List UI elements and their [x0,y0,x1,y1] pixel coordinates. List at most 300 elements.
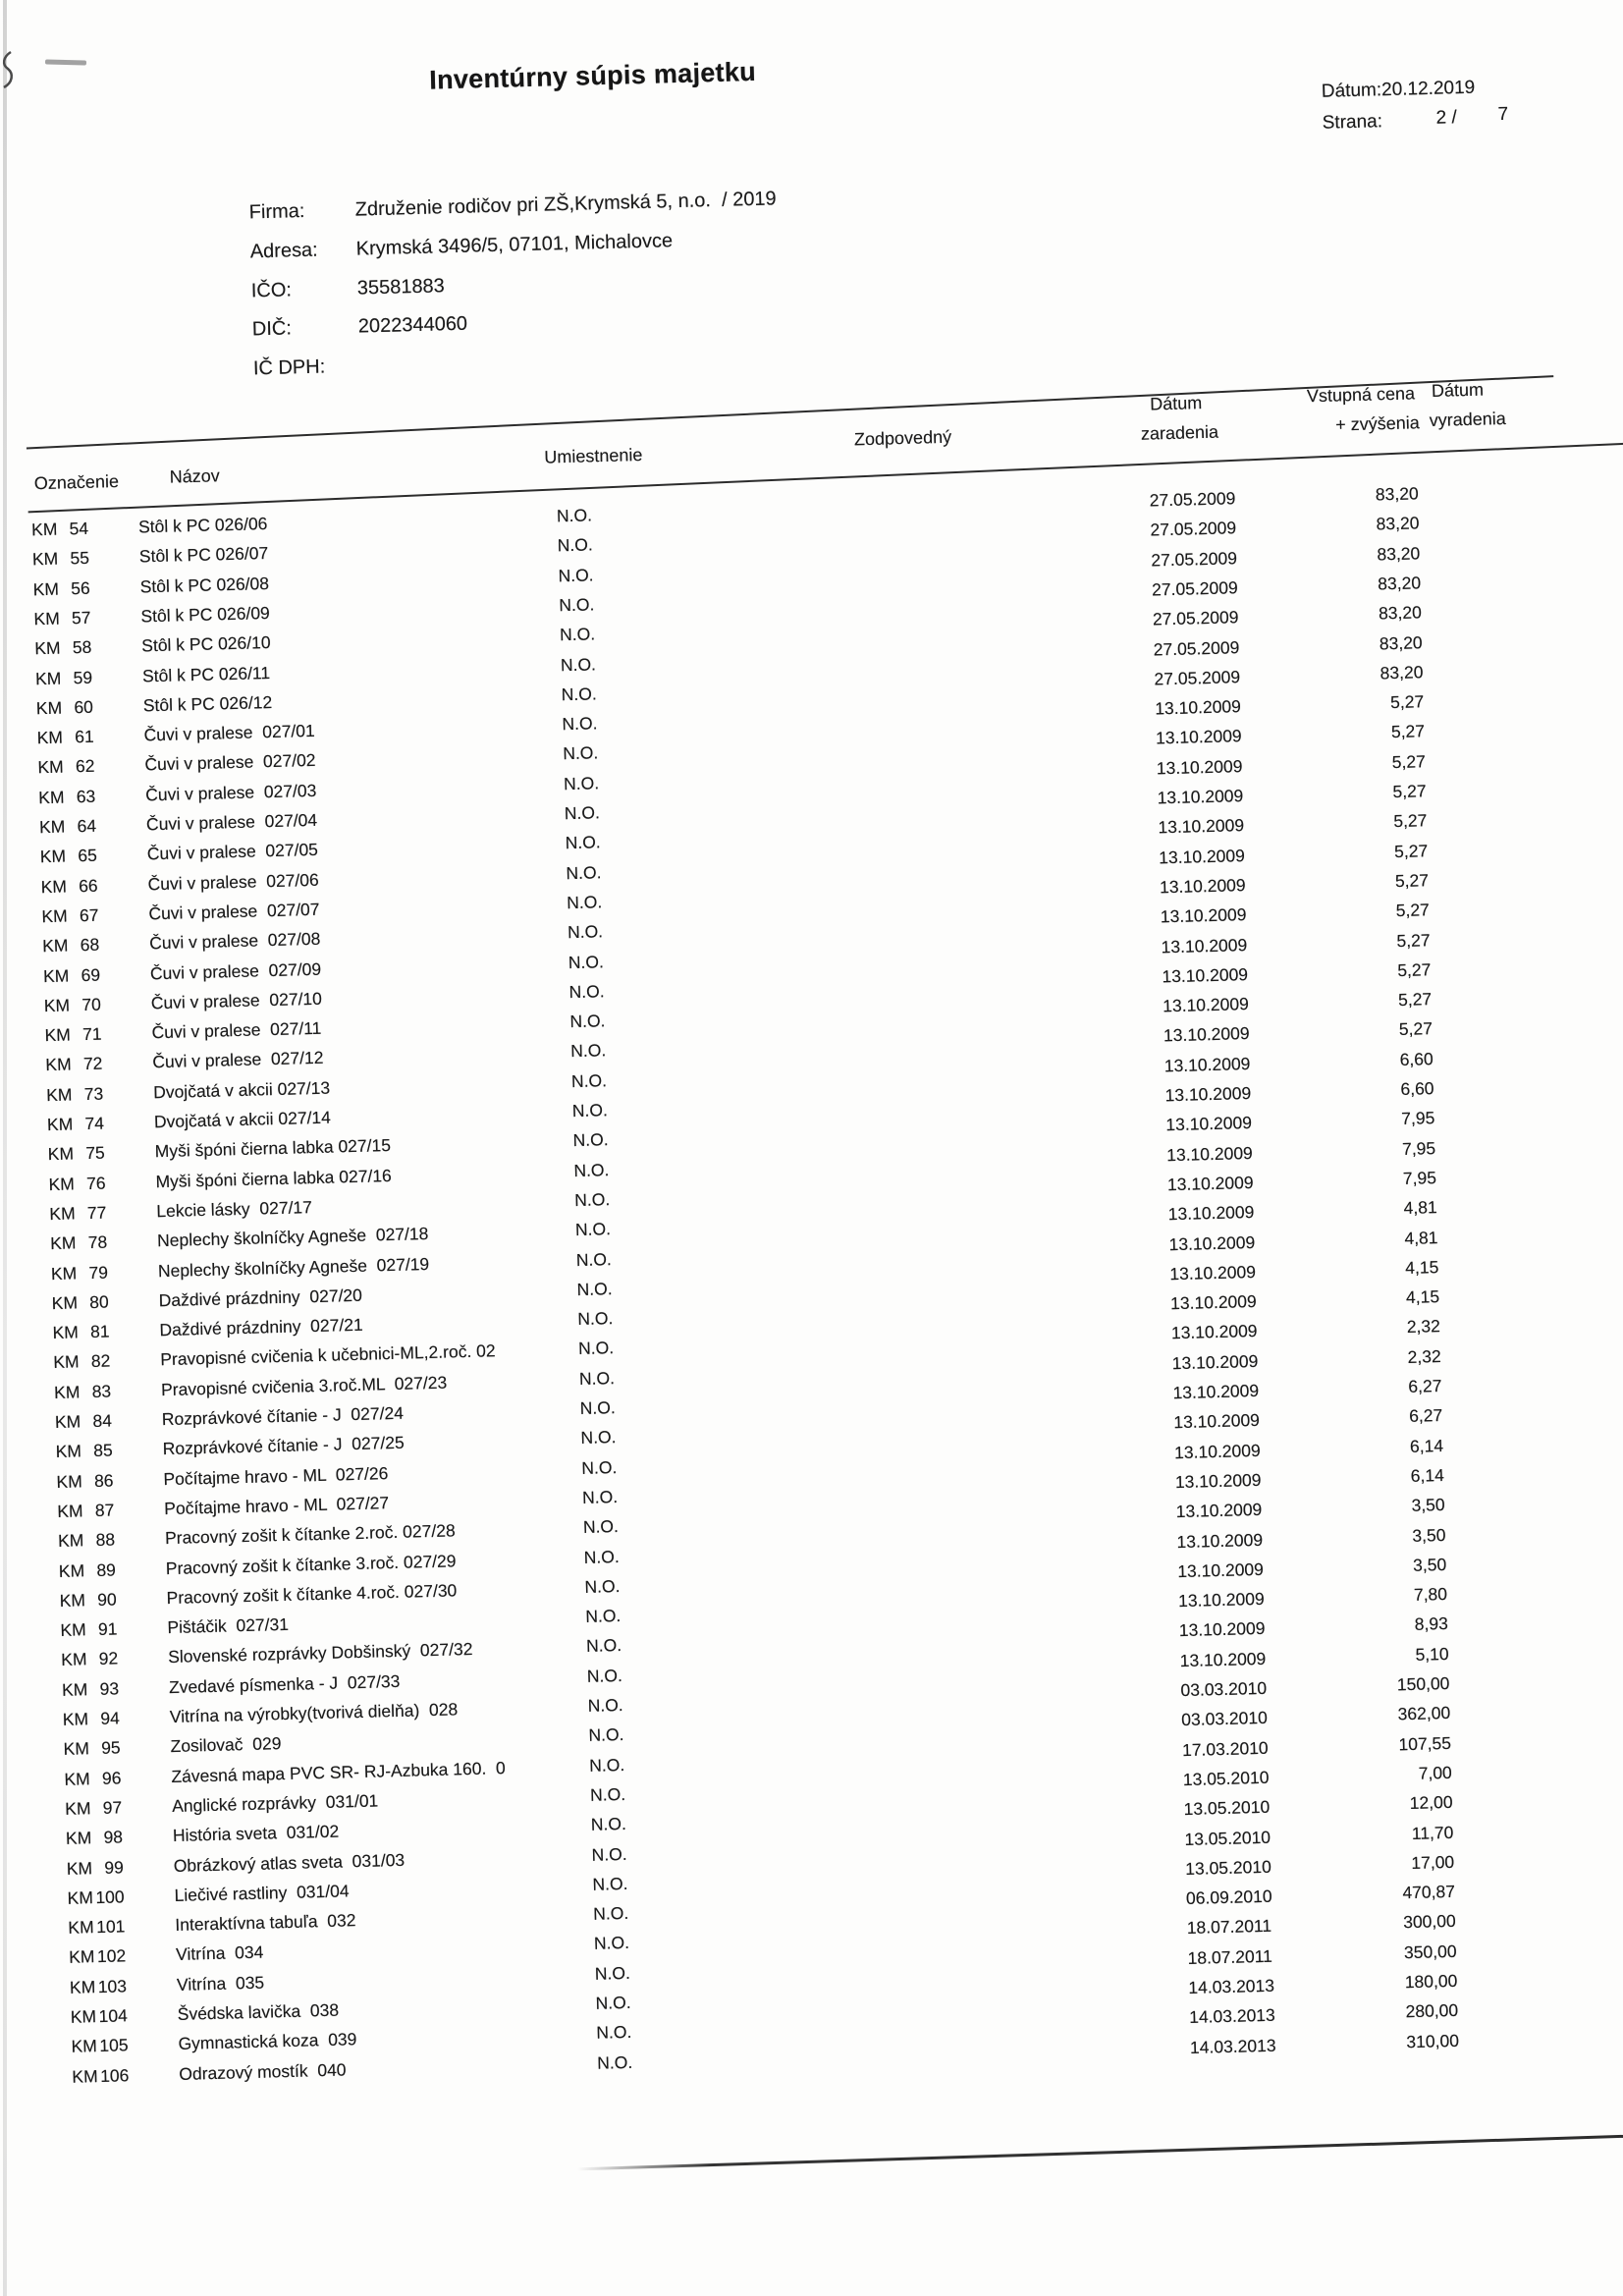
row-designation-number: 105 [99,2035,129,2056]
row-entry-price: 83,20 [1379,631,1423,653]
row-date-added: 18.07.2011 [1187,1945,1273,1968]
row-designation-code: KM [40,876,68,897]
row-designation-number: 88 [95,1529,116,1551]
row-location: N.O. [592,1873,628,1894]
row-item-name: Počítajme hravo - ML 027/27 [164,1493,390,1519]
row-item-name: Čuvi v pralese 027/06 [147,869,319,894]
row-entry-price: 83,20 [1375,483,1419,505]
row-entry-price: 280,00 [1405,2000,1459,2022]
row-designation-number: 87 [94,1500,115,1520]
row-date-added: 13.10.2009 [1162,994,1250,1016]
row-entry-price: 6,27 [1408,1405,1443,1427]
row-date-added: 13.05.2010 [1184,1827,1271,1849]
row-item-name: Odrazový mostík 040 [179,2059,347,2084]
row-date-added: 13.05.2010 [1184,1856,1272,1879]
row-designation-number: 80 [89,1291,109,1312]
row-designation-number: 76 [85,1173,106,1193]
row-designation-code: KM [68,1917,94,1938]
row-date-added: 27.05.2009 [1153,636,1240,659]
row-item-name: Zvedavé písmenka - J 027/33 [168,1670,401,1697]
row-item-name: Počítajme hravo - ML 027/26 [163,1462,389,1489]
row-designation-code: KM [53,1351,80,1373]
row-date-added: 13.10.2009 [1178,1618,1266,1641]
col-header-date-in-line1: Dátum [1149,393,1203,414]
row-date-added: 13.10.2009 [1167,1202,1255,1225]
row-entry-price: 83,20 [1378,602,1423,624]
row-designation-number: 66 [78,875,98,896]
row-designation-number: 91 [97,1618,118,1640]
row-designation-number: 85 [92,1440,113,1461]
row-designation-number: 92 [98,1648,119,1669]
row-designation-number: 95 [100,1737,121,1759]
row-location: N.O. [591,1843,627,1865]
row-date-added: 13.10.2009 [1179,1648,1267,1670]
row-date-added: 13.10.2009 [1177,1558,1265,1581]
row-designation-number: 69 [81,964,101,985]
col-header-designation: Označenie [33,471,120,494]
row-designation-code: KM [31,548,59,570]
row-entry-price: 4,81 [1403,1197,1437,1219]
row-date-added: 27.05.2009 [1154,666,1241,689]
row-designation-number: 75 [85,1142,106,1164]
col-header-price-line2: + zvýšenia [1334,412,1421,435]
row-location: N.O. [576,1278,613,1299]
row-date-added: 13.10.2009 [1162,963,1249,987]
row-designation-code: KM [59,1590,86,1611]
row-item-name: Pravopisné cvičenia 3.roč.ML 027/23 [160,1372,448,1399]
row-designation-code: KM [34,668,62,688]
row-location: N.O. [572,1129,609,1151]
row-location: N.O. [569,1011,606,1032]
row-designation-code: KM [30,519,58,540]
row-entry-price: 6,27 [1408,1376,1442,1396]
row-location: N.O. [579,1397,616,1419]
row-date-added: 13.10.2009 [1174,1469,1262,1493]
row-entry-price: 11,70 [1411,1822,1454,1843]
row-entry-price: 5,27 [1389,691,1425,713]
row-location: N.O. [559,594,595,616]
row-designation-code: KM [46,1114,74,1135]
row-entry-price: 5,27 [1395,900,1431,921]
company-field-value: 2022344060 [357,312,468,338]
row-designation-code: KM [47,1143,75,1165]
row-location: N.O. [592,1903,629,1924]
row-date-added: 14.03.2013 [1189,2035,1276,2057]
row-item-name: Čuvi v pralese 027/11 [151,1017,322,1043]
row-entry-price: 5,27 [1394,870,1430,891]
row-date-added: 13.10.2009 [1166,1172,1254,1195]
row-date-added: 13.10.2009 [1155,696,1242,719]
row-date-added: 27.05.2009 [1150,518,1237,540]
row-location: N.O. [566,861,602,883]
row-entry-price: 5,27 [1390,721,1426,742]
row-designation-number: 94 [100,1708,121,1728]
row-entry-price: 3,50 [1412,1524,1446,1546]
row-item-name: Stôl k PC 026/07 [138,543,269,567]
row-designation-number: 84 [92,1410,113,1432]
row-location: N.O. [557,534,593,556]
row-designation-number: 71 [81,1023,102,1045]
meta-date-label: Dátum: [1321,80,1382,102]
row-item-name: Vitrína 035 [176,1972,265,1995]
row-entry-price: 4,15 [1405,1286,1440,1308]
row-designation-number: 106 [99,2064,130,2086]
row-entry-price: 5,27 [1392,781,1427,802]
company-field-value: Krymská 3496/5, 07101, Michalovce [355,230,674,260]
row-item-name: Anglické rozprávky 031/01 [171,1790,379,1816]
row-entry-price: 5,27 [1391,750,1427,772]
row-designation-code: KM [56,1470,83,1492]
row-date-added: 13.10.2009 [1157,786,1244,808]
company-field-label: DIČ: [251,317,293,341]
col-header-location: Umiestnenie [544,445,643,467]
row-date-added: 13.10.2009 [1173,1410,1261,1433]
row-entry-price: 4,81 [1404,1227,1438,1248]
row-item-name: Neplechy školníčky Agneše 027/18 [156,1224,429,1251]
row-item-name: Čuvi v pralese 027/03 [144,780,317,805]
row-location: N.O. [589,1783,626,1805]
row-designation-code: KM [57,1530,84,1552]
row-item-name: Stôl k PC 026/06 [137,514,268,537]
row-item-name: Lekcie lásky 027/17 [156,1196,313,1222]
row-date-added: 13.10.2009 [1155,726,1242,748]
row-location: N.O. [582,1516,620,1538]
row-designation-code: KM [64,1768,90,1789]
row-entry-price: 3,50 [1412,1554,1447,1575]
row-location: N.O. [596,2051,633,2073]
meta-date [1322,78,1476,103]
row-item-name: Stôl k PC 026/10 [141,632,271,656]
row-designation-number: 63 [76,786,96,806]
row-item-name: Daždivé prázdniny 027/21 [159,1314,363,1340]
row-item-name: Čuvi v pralese 027/10 [150,988,323,1013]
row-date-added: 13.10.2009 [1163,1053,1251,1076]
scan-edge-strip [3,0,7,2296]
row-designation-number: 98 [103,1827,124,1848]
row-location: N.O. [563,772,600,793]
row-designation-code: KM [66,1857,93,1879]
row-location: N.O. [570,1069,608,1091]
row-entry-price: 3,50 [1411,1495,1445,1516]
row-entry-price: 2,32 [1406,1316,1441,1338]
row-item-name: Gymnastická koza 039 [178,2029,357,2054]
row-designation-number: 61 [74,726,94,747]
row-date-added: 13.10.2009 [1169,1261,1257,1285]
row-designation-code: KM [38,816,66,838]
row-date-added: 27.05.2009 [1152,607,1239,629]
row-entry-price: 7,00 [1418,1762,1453,1783]
row-location: N.O. [575,1248,613,1270]
row-designation-code: KM [38,787,65,807]
row-entry-price: 83,20 [1380,662,1424,683]
col-header-price-line1: Vstupná cena [1306,383,1416,407]
row-designation-code: KM [67,1886,94,1908]
row-item-name: Čuvi v pralese 027/01 [143,720,315,745]
row-location: N.O. [588,1724,624,1746]
row-designation-number: 56 [70,577,90,598]
row-date-added: 13.10.2009 [1168,1231,1256,1254]
row-item-name: Slovenské rozprávky Dobšinský 027/32 [167,1639,473,1667]
row-designation-code: KM [58,1559,85,1581]
row-date-added: 13.10.2009 [1170,1321,1258,1343]
row-designation-code: KM [50,1262,78,1284]
row-item-name: Pracovný zošit k čítanke 4.roč. 027/30 [166,1580,458,1608]
col-header-date-out-line1: Dátum [1431,379,1485,401]
row-entry-price: 5,27 [1398,1018,1434,1040]
row-designation-number: 96 [101,1767,122,1788]
row-designation-code: KM [35,697,63,719]
page-title: Inventúrny súpis majetku [428,56,757,95]
row-entry-price: 7,95 [1401,1137,1436,1159]
company-field-label: Adresa: [249,239,319,263]
row-item-name: Stôl k PC 026/11 [141,662,271,685]
row-entry-price: 4,15 [1404,1256,1439,1278]
row-location: N.O. [594,1962,631,1984]
row-item-name: Daždivé prázdniny 027/20 [158,1285,363,1311]
row-entry-price: 150,00 [1396,1672,1450,1695]
row-location: N.O. [566,892,603,913]
row-date-added: 13.10.2009 [1156,755,1243,779]
row-designation-number: 101 [95,1916,126,1938]
row-entry-price: 6,60 [1399,1048,1434,1069]
company-field-value: 35581883 [356,275,446,300]
row-item-name: Stôl k PC 026/12 [142,691,273,716]
row-date-added: 13.10.2009 [1165,1113,1253,1135]
row-date-added: 13.10.2009 [1158,845,1246,867]
row-designation-number: 79 [88,1262,109,1283]
row-item-name: Vitrína na výrobky(tvorivá dielňa) 028 [169,1699,459,1727]
row-item-name: Čuvi v pralese 027/12 [152,1048,324,1072]
col-header-name: Názov [169,465,221,487]
row-entry-price: 12,00 [1409,1792,1453,1814]
row-date-added: 13.10.2009 [1164,1083,1252,1106]
row-item-name: Pracovný zošit k čítanke 2.roč. 027/28 [164,1520,456,1549]
row-date-added: 27.05.2009 [1149,488,1236,511]
row-date-added: 13.10.2009 [1172,1380,1260,1403]
row-designation-code: KM [43,995,71,1015]
row-date-added: 13.10.2009 [1171,1350,1259,1373]
table-bottom-rule [577,2133,1623,2170]
row-location: N.O. [580,1427,617,1449]
row-designation-code: KM [45,1084,73,1105]
row-item-name: Stôl k PC 026/08 [139,573,270,597]
row-location: N.O. [587,1694,623,1716]
row-designation-number: 78 [87,1231,108,1253]
row-entry-price: 5,10 [1415,1643,1449,1665]
row-designation-code: KM [49,1203,76,1224]
row-location: N.O. [588,1754,625,1776]
row-item-name: Čuvi v pralese 027/08 [148,928,321,954]
row-designation-number: 55 [70,548,90,569]
row-item-name: Zosilovač 029 [170,1733,282,1757]
row-location: N.O. [568,951,605,972]
row-designation-code: KM [53,1382,81,1402]
row-designation-code: KM [39,846,67,867]
row-location: N.O. [577,1338,615,1359]
row-date-added: 03.03.2010 [1180,1708,1269,1730]
col-header-date-in-line2: zaradenia [1140,421,1219,444]
row-date-added: 13.10.2009 [1158,815,1245,838]
row-item-name: Pištáčik 027/31 [167,1613,290,1638]
row-location: N.O. [596,2022,632,2044]
row-location: N.O. [584,1575,621,1597]
row-item-name: Neplechy školníčky Agneše 027/19 [157,1253,430,1281]
row-location: N.O. [590,1814,627,1835]
row-designation-code: KM [51,1292,79,1313]
row-designation-number: 58 [72,636,92,658]
col-header-date-out-line2: vyradenia [1429,409,1506,431]
row-item-name: Čuvi v pralese 027/02 [144,750,316,775]
row-designation-number: 90 [96,1589,117,1610]
row-item-name: História sveta 031/02 [172,1821,340,1846]
company-field-label: Firma: [248,199,305,224]
row-date-added: 27.05.2009 [1151,547,1238,571]
row-designation-code: KM [37,756,64,778]
row-designation-number: 77 [86,1202,107,1223]
row-item-name: Vitrína 034 [175,1942,264,1965]
row-designation-number: 93 [99,1678,120,1699]
row-designation-code: KM [49,1232,77,1254]
row-entry-price: 107,55 [1398,1732,1452,1754]
row-designation-number: 72 [82,1054,103,1074]
row-item-name: Čuvi v pralese 027/09 [149,958,322,983]
row-location: N.O. [560,653,597,675]
row-designation-code: KM [61,1649,87,1670]
row-entry-price: 7,95 [1402,1168,1437,1188]
row-item-name: Obrázkový atlas sveta 031/03 [173,1849,406,1876]
row-designation-number: 60 [74,696,94,718]
row-designation-number: 73 [83,1083,104,1104]
row-entry-price: 6,14 [1410,1464,1445,1486]
row-entry-price: 362,00 [1397,1703,1451,1724]
row-designation-code: KM [61,1678,88,1700]
row-designation-code: KM [63,1738,90,1760]
row-designation-code: KM [45,1054,72,1075]
row-location: N.O. [573,1189,611,1210]
row-date-added: 27.05.2009 [1151,577,1238,600]
row-designation-number: 89 [96,1558,117,1580]
row-designation-code: KM [60,1619,86,1641]
row-location: N.O. [581,1456,618,1478]
row-item-name: Pravopisné cvičenia k učebnici-ML,2.roč. 02 [160,1340,496,1370]
row-location: N.O. [556,505,593,526]
row-designation-number: 59 [73,667,93,687]
row-entry-price: 7,95 [1400,1108,1435,1129]
row-entry-price: 5,27 [1397,958,1432,980]
row-date-added: 13.05.2010 [1183,1796,1271,1820]
row-designation-code: KM [48,1174,76,1194]
row-location: N.O. [571,1100,609,1121]
row-location: N.O. [593,1933,630,1954]
row-entry-price: 17,00 [1411,1851,1455,1873]
row-designation-number: 62 [75,756,95,777]
row-location: N.O. [562,713,598,735]
row-item-name: Čuvi v pralese 027/05 [146,840,319,864]
row-designation-number: 82 [90,1350,111,1372]
row-entry-price: 83,20 [1376,513,1420,534]
row-date-added: 13.10.2009 [1161,934,1248,957]
row-location: N.O. [581,1486,619,1507]
row-date-added: 13.10.2009 [1175,1500,1263,1522]
row-designation-code: KM [62,1709,89,1729]
row-entry-price: 180,00 [1404,1970,1458,1993]
row-date-added: 13.10.2009 [1177,1588,1265,1612]
row-designation-code: KM [44,1024,72,1046]
row-designation-number: 86 [93,1470,114,1491]
row-date-added: 14.03.2013 [1188,1975,1275,1998]
row-date-added: 06.09.2010 [1185,1886,1272,1909]
row-designation-code: KM [72,2065,98,2087]
row-location: N.O. [565,832,601,853]
row-designation-number: 65 [78,846,98,866]
row-location: N.O. [577,1308,614,1330]
row-item-name: Interaktívna tabuľa 032 [175,1910,356,1936]
row-designation-code: KM [33,608,61,629]
row-item-name: Čuvi v pralese 027/07 [148,899,320,924]
company-field-value: Združenie rodičov pri ZŠ,Krymská 5, n.o. / 2019 [354,188,777,221]
row-designation-code: KM [54,1411,81,1433]
row-designation-number: 97 [102,1797,123,1818]
row-location: N.O. [583,1546,620,1567]
row-designation-number: 83 [91,1381,112,1401]
row-entry-price: 83,20 [1377,542,1421,565]
row-designation-number: 74 [84,1113,105,1134]
row-designation-code: KM [52,1322,80,1343]
row-designation-code: KM [41,935,69,957]
row-date-added: 13.10.2009 [1160,904,1247,927]
row-designation-number: 104 [98,2005,129,2027]
row-item-name: Čuvi v pralese 027/04 [145,809,318,835]
row-location: N.O. [586,1665,623,1686]
row-date-added: 13.10.2009 [1165,1142,1254,1165]
row-entry-price: 5,27 [1393,810,1428,832]
row-entry-price: 5,27 [1396,929,1431,951]
row-item-name: Závesná mapa PVC SR- RJ-Azbuka 160. 0 [171,1757,506,1786]
row-location: N.O. [561,683,597,705]
row-location: N.O. [574,1219,612,1240]
row-designation-code: KM [57,1501,83,1521]
row-item-name: Švédska lavička 038 [177,1999,340,2024]
row-item-name: Myši špóni čierna labka 027/15 [154,1135,392,1162]
row-designation-code: KM [41,905,68,927]
row-location: N.O. [585,1635,622,1657]
row-date-added: 13.10.2009 [1169,1291,1257,1314]
row-item-name: Rozprávkové čítanie - J 027/24 [161,1402,405,1430]
company-field-label: IČ DPH: [252,355,326,380]
row-date-added: 03.03.2010 [1180,1677,1268,1701]
row-location: N.O. [564,802,601,824]
row-designation-code: KM [32,578,60,599]
row-designation-code: KM [65,1828,92,1849]
row-designation-number: 64 [77,815,97,837]
row-designation-code: KM [71,2036,98,2057]
row-date-added: 13.10.2009 [1159,874,1246,898]
row-entry-price: 470,87 [1402,1881,1456,1903]
row-designation-number: 67 [79,904,99,926]
meta-page-label: Strana: [1322,111,1383,134]
row-location: N.O. [595,1992,631,2013]
row-location: N.O. [568,981,605,1002]
row-item-name: Liečivé rastliny 031/04 [174,1881,350,1905]
row-designation-number: 81 [89,1321,110,1342]
row-entry-price: 5,27 [1397,989,1433,1011]
row-designation-code: KM [70,2006,97,2027]
row-location: N.O. [567,921,604,943]
row-designation-number: 70 [81,994,102,1014]
row-date-added: 13.05.2010 [1182,1767,1270,1789]
meta-page-total: 7 [1497,103,1509,126]
row-designation-code: KM [64,1798,91,1819]
